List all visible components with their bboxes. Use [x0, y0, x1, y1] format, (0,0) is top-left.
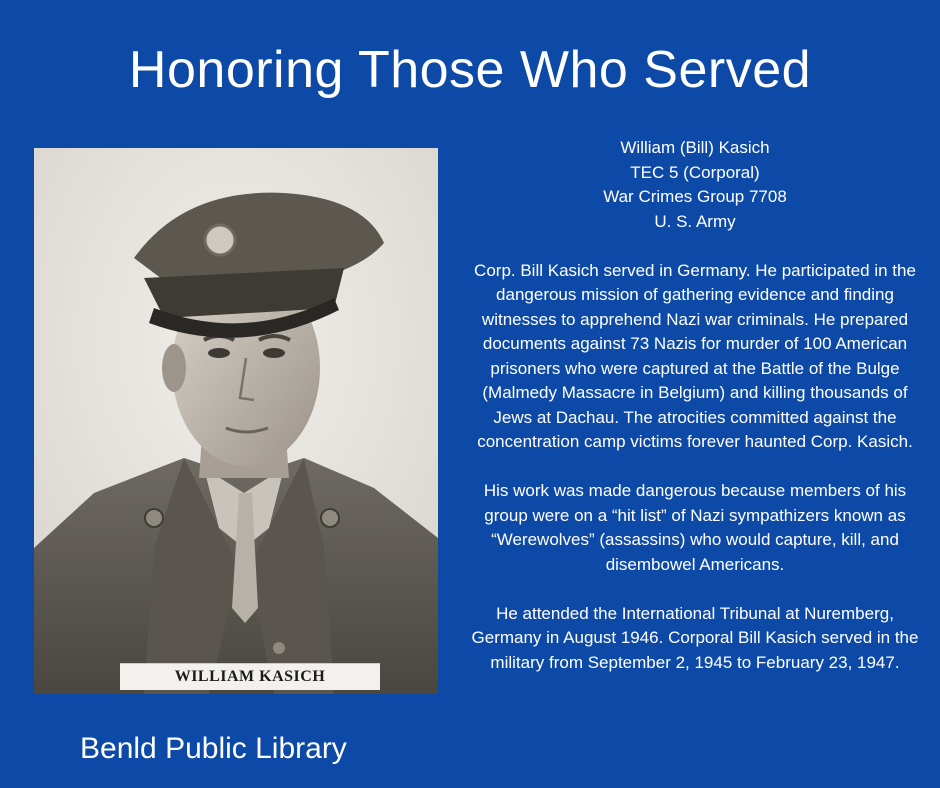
soldier-portrait-photo	[34, 148, 438, 694]
bio-paragraph-danger: His work was made dangerous because members of his group were on a “hit list” of Nazi sympathizers known as “Werewolves” (assassins) who would capture, kill, and disembowel Americans.	[483, 481, 907, 574]
soldier-unit: War Crimes Group 7708	[603, 187, 787, 206]
biography-text	[468, 136, 922, 675]
soldier-rank: TEC 5 (Corporal)	[630, 162, 760, 182]
soldier-name: William (Bill) Kasich	[620, 138, 770, 157]
page-title: Honoring Those Who Served	[128, 41, 812, 99]
soldier-branch: U. S. Army	[654, 211, 736, 231]
library-name: Benld Public Library	[80, 732, 347, 765]
photo-caption: WILLIAM KASICH	[120, 663, 380, 690]
bio-paragraph-service: Corp. Bill Kasich served in Germany. He participated in the dangerous mission of gathering evidence and finding witnesses to apprehend Nazi war criminals. He prepared documents against 73 Nazis for murder of 100 American prisoners who were captured at the Battle of the Bulge (Malmedy Massacre in Belgium) and killing thousands of Jews at Dachau. The atrocities committed against the concentration camp victims forever haunted Corp. Kasich.	[474, 260, 916, 451]
bio-paragraph-tribunal: He attended the International Tribunal at Nuremberg, Germany in August 1946. Corporal Bill Kasich served in the military from September 2, 1945 to February 23, 1947.	[471, 603, 919, 672]
portrait-illustration	[34, 148, 438, 694]
